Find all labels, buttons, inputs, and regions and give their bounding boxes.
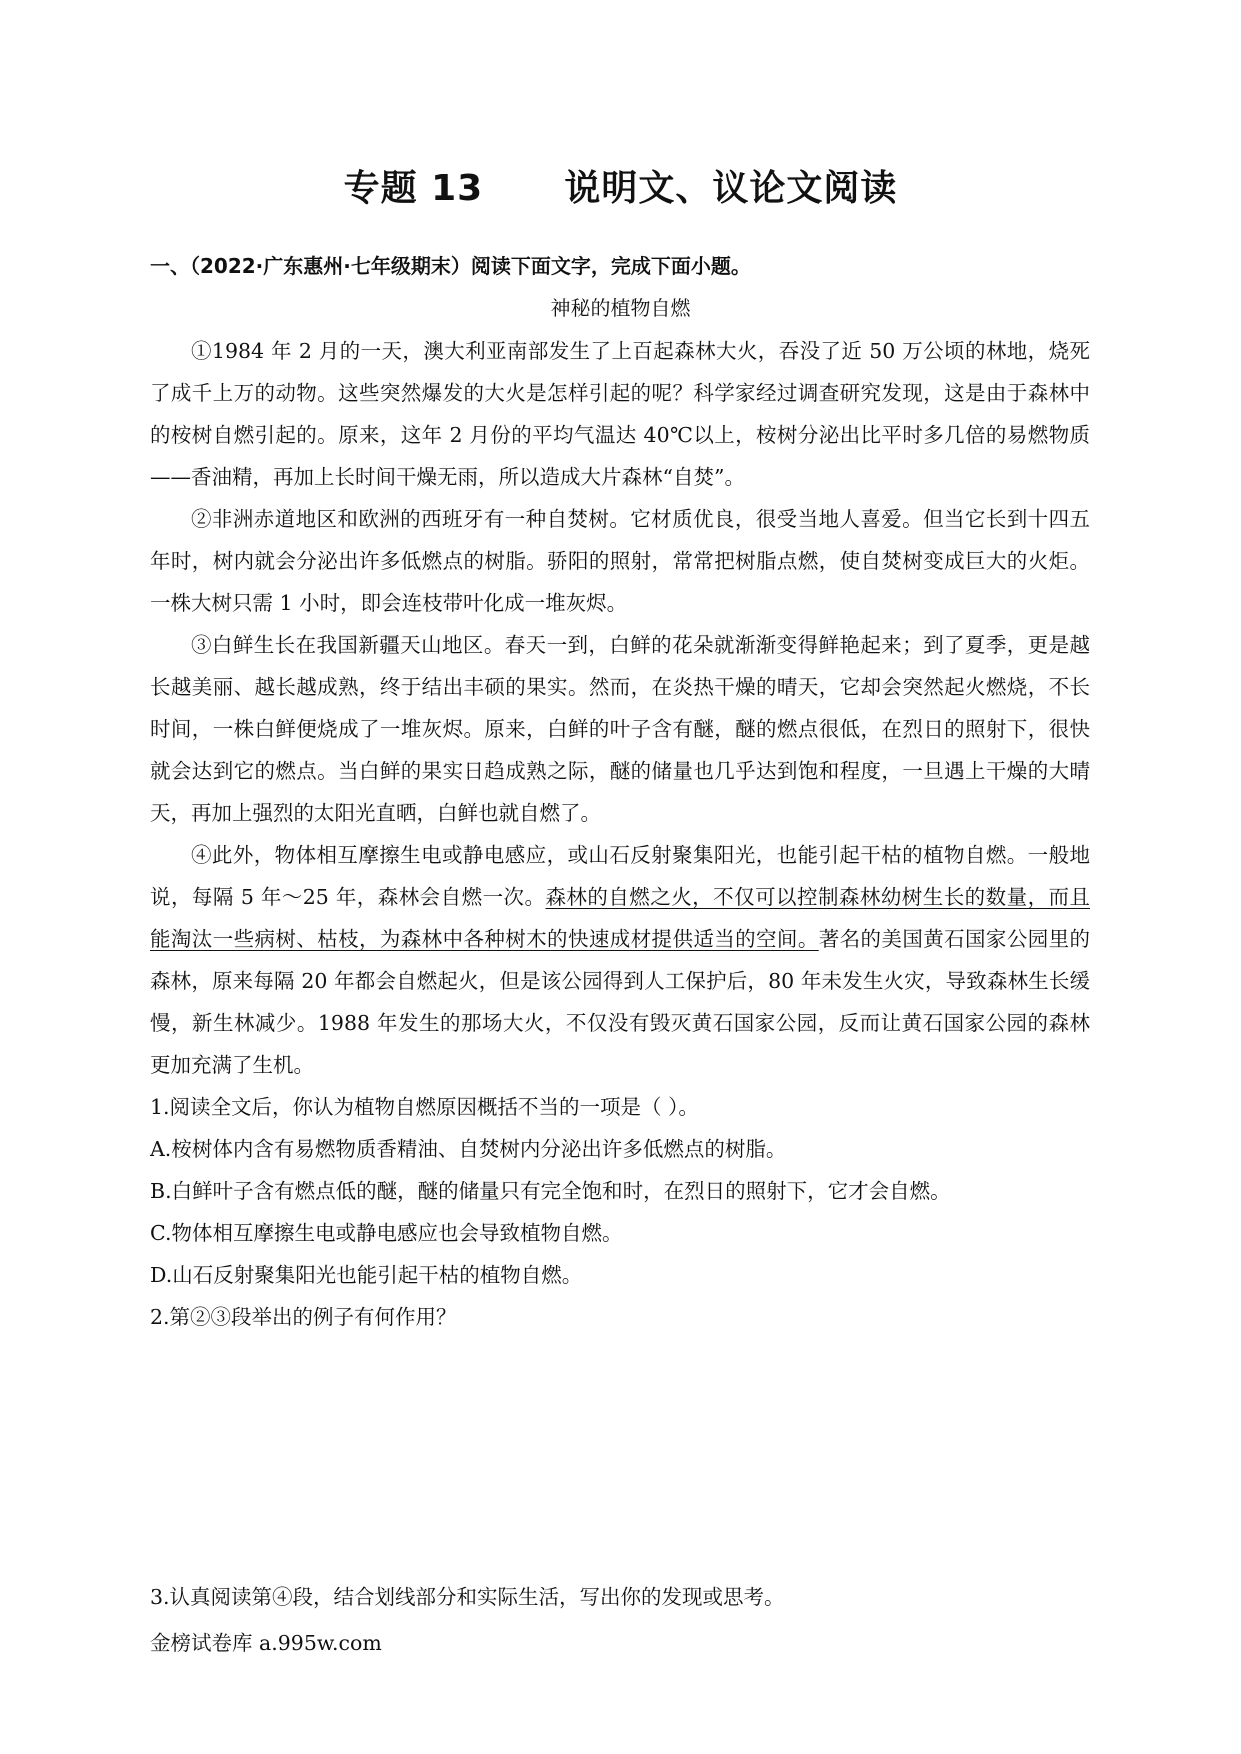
underlined-passage: 森林的自燃之火，不仅可以控制森林幼树生长的数量，而且能淘汰一些病树、枯枝，为森林中各种树木的快速成材提供适当的空间。 (150, 885, 1090, 951)
article-title: 神秘的植物自燃 (550, 296, 691, 320)
paragraph-4-text-after: 著名的美国黄石国家公园里的森林，原来每隔 20 年都会自燃起火，但是该公园得到人工保护后，80 年未发生火灾，导致森林生长缓慢，新生林减少。1988 年发生的那场大火，不仅没有毁灭黄石国家公园，反而让黄石国家公园的森林更加充满了生机。 (150, 927, 1091, 1077)
paragraph-4-text-before: ④此外，物体相互摩擦生电或静电感应，或山石反射聚集阳光，也能引起干枯的植物自燃。一般地说，每隔 5 年～25 年，森林会自燃一次。 (150, 843, 1090, 909)
option-d: D.山石反射聚集阳光也能引起干枯的植物自燃。 (150, 1263, 583, 1287)
question-3: 3.认真阅读第④段，结合划线部分和实际生活，写出你的发现或思考。 (150, 1585, 785, 1609)
paragraph-4 (150, 834, 1090, 1086)
paragraph-2: ②非洲赤道地区和欧洲的西班牙有一种自焚树。它材质优良，很受当地人喜爱。但当它长到十四五年时，树内就会分泌出许多低燃点的树脂。骄阳的照射，常常把树脂点燃，使自焚树变成巨大的火炬。一株大树只需 1 小时，即会连枝带叶化成一堆灰烬。 (150, 507, 1090, 615)
page-title: 专题 13 说明文、议论文阅读 (343, 168, 898, 209)
article-body (150, 330, 1090, 1338)
option-a: A.桉树体内含有易燃物质香精油、自焚树内分泌出许多低燃点的树脂。 (150, 1137, 787, 1161)
paragraph-1: ①1984 年 2 月的一天，澳大利亚南部发生了上百起森林大火，吞没了近 50 万公顷的林地，烧死了成千上万的动物。这些突然爆发的大火是怎样引起的呢？科学家经过调查研究发现，这是由于森林中的桉树自燃引起的。原来，这年 2 月份的平均气温达 40℃以上，桉树分泌出比平时多几倍的易燃物质——香油精，再加上长时间干燥无雨，所以造成大片森林“自焚”。 (150, 339, 1090, 489)
option-b: B.白鲜叶子含有燃点低的醚，醚的储量只有完全饱和时，在烈日的照射下，它才会自燃。 (150, 1179, 951, 1203)
section-heading: 一、（2022·广东惠州·七年级期末）阅读下面文字，完成下面小题。 (150, 254, 751, 278)
option-c: C.物体相互摩擦生电或静电感应也会导致植物自燃。 (150, 1221, 623, 1245)
question-1: 1.阅读全文后，你认为植物自燃原因概括不当的一项是（ ）。 (150, 1095, 699, 1119)
question-2: 2.第②③段举出的例子有何作用？ (150, 1305, 457, 1329)
paragraph-3: ③白鲜生长在我国新疆天山地区。春天一到，白鲜的花朵就渐渐变得鲜艳起来；到了夏季，更是越长越美丽、越长越成熟，终于结出丰硕的果实。然而，在炎热干燥的晴天，它却会突然起火燃烧，不长时间，一株白鲜便烧成了一堆灰烬。原来，白鲜的叶子含有醚，醚的燃点很低，在烈日的照射下，很快就会达到它的燃点。当白鲜的果实日趋成熟之际，醚的储量也几乎达到饱和程度，一旦遇上干燥的大晴天，再加上强烈的太阳光直晒，白鲜也就自燃了。 (150, 633, 1090, 825)
footer-watermark: 金榜试卷库 a.995w.com (150, 1631, 382, 1655)
